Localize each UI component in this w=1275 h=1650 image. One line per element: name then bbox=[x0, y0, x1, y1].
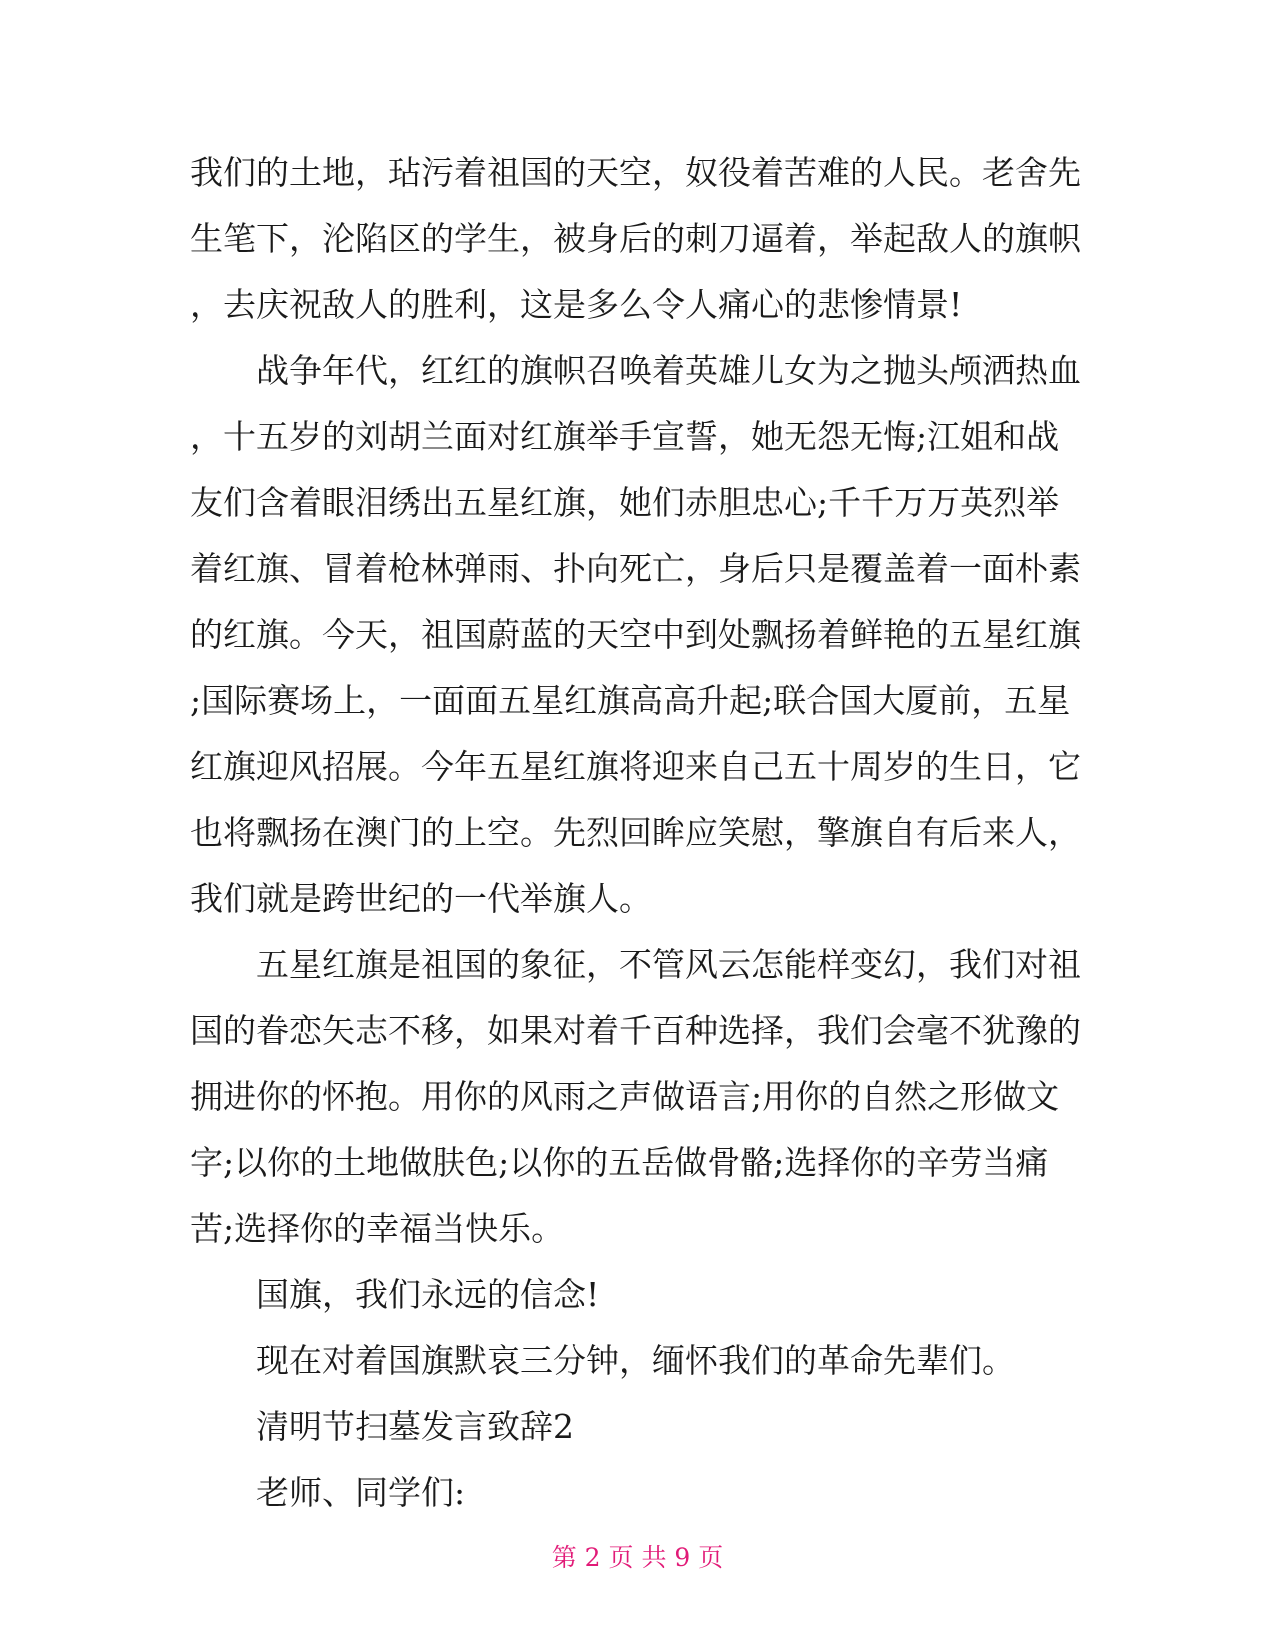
text-line: 战争年代，红红的旗帜召唤着英雄儿女为之抛头颅洒热血 bbox=[190, 351, 1081, 390]
text-line: 苦;选择你的幸福当快乐。 bbox=[190, 1209, 565, 1248]
text-line: 国的眷恋矢志不移，如果对着千百种选择，我们会毫不犹豫的 bbox=[190, 1011, 1081, 1050]
text-line: 我们的土地，玷污着祖国的天空，奴役着苦难的人民。老舍先 bbox=[190, 153, 1081, 192]
text-line: ，十五岁的刘胡兰面对红旗举手宣誓，她无怨无悔;江姐和战 bbox=[190, 417, 1060, 456]
text-line: 生笔下，沦陷区的学生，被身后的刺刀逼着，举起敌人的旗帜 bbox=[190, 219, 1081, 258]
text-line: 也将飘扬在澳门的上空。先烈回眸应笑慰，擎旗自有后来人， bbox=[190, 813, 1081, 852]
text-line: ;国际赛场上，一面面五星红旗高高升起;联合国大厦前，五星 bbox=[190, 681, 1071, 720]
document-body bbox=[190, 140, 1090, 1526]
text-line: 字;以你的土地做肤色;以你的五岳做骨骼;选择你的辛劳当痛 bbox=[190, 1143, 1049, 1182]
text-line: 我们就是跨世纪的一代举旗人。 bbox=[190, 879, 652, 918]
text-line: 着红旗、冒着枪林弹雨、扑向死亡，身后只是覆盖着一面朴素 bbox=[190, 549, 1081, 588]
text-line: 国旗，我们永远的信念! bbox=[190, 1275, 600, 1314]
text-line: 拥进你的怀抱。用你的风雨之声做语言;用你的自然之形做文 bbox=[190, 1077, 1060, 1116]
text-line: 老师、同学们: bbox=[190, 1473, 466, 1512]
text-line: 红旗迎风招展。今年五星红旗将迎来自己五十周岁的生日，它 bbox=[190, 747, 1081, 786]
text-line: 现在对着国旗默哀三分钟，缅怀我们的革命先辈们。 bbox=[190, 1341, 1015, 1380]
text-line: 友们含着眼泪绣出五星红旗，她们赤胆忠心;千千万万英烈举 bbox=[190, 483, 1060, 522]
text-line: 的红旗。今天，祖国蔚蓝的天空中到处飘扬着鲜艳的五星红旗 bbox=[190, 615, 1081, 654]
text-line: 清明节扫墓发言致辞2 bbox=[190, 1407, 574, 1446]
text-line: ，去庆祝敌人的胜利，这是多么令人痛心的悲惨情景! bbox=[190, 285, 963, 324]
text-line: 五星红旗是祖国的象征，不管风云怎能样变幻，我们对祖 bbox=[190, 945, 1081, 984]
page-number-footer: 第 2 页 共 9 页 bbox=[551, 1543, 724, 1572]
